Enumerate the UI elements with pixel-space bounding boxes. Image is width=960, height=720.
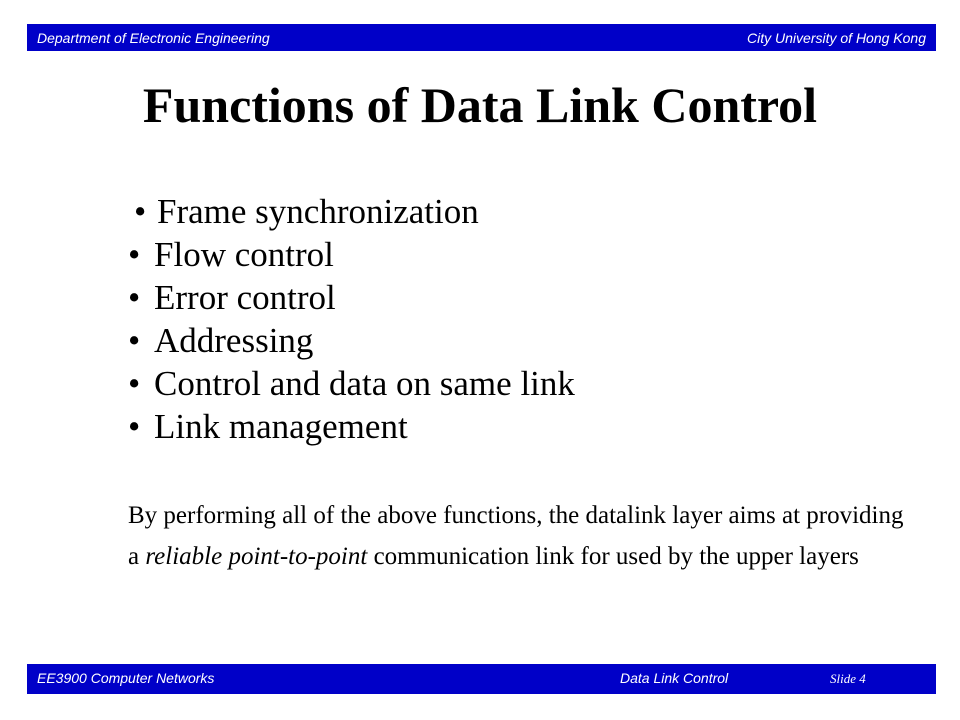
topic-label: Data Link Control xyxy=(620,670,729,686)
footer-bar xyxy=(27,664,936,694)
bullet-item: • Error control xyxy=(128,276,575,319)
summary-emphasis: reliable point-to-point xyxy=(145,543,368,570)
summary-text-1: By performing all of the above functions, the datalink layer aims at providing a xyxy=(128,502,904,570)
bullet-item: • Link management xyxy=(128,405,575,448)
bullet-item: • Frame synchronization xyxy=(128,190,575,233)
department-label: Department of Electronic Engineering xyxy=(37,29,270,46)
course-label: EE3900 Computer Networks xyxy=(37,670,215,686)
header-bar xyxy=(27,24,936,51)
summary-text-2: communication link for used by the upper layers xyxy=(367,543,859,570)
bullet-list xyxy=(128,190,575,448)
slide-number: Slide 4 xyxy=(830,671,866,686)
summary-paragraph xyxy=(128,495,908,577)
university-label: City University of Hong Kong xyxy=(747,29,926,46)
bullet-item: • Control and data on same link xyxy=(128,362,575,405)
bullet-item: • Addressing xyxy=(128,319,575,362)
slide-title: Functions of Data Link Control xyxy=(142,77,818,133)
bullet-item: • Flow control xyxy=(128,233,575,276)
